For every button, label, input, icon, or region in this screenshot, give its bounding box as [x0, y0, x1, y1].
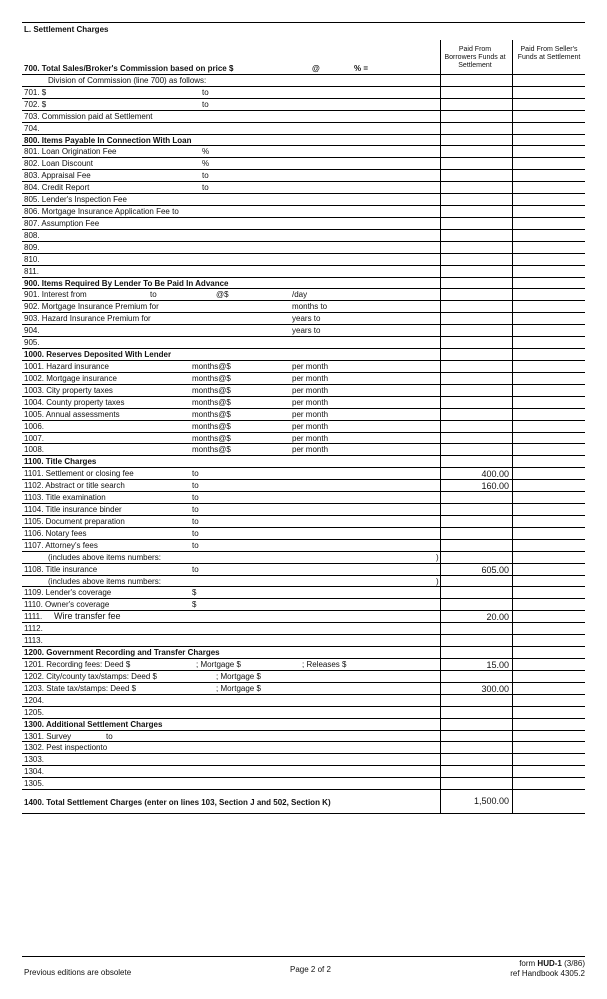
line-item-label: 901. Interest from — [24, 290, 87, 300]
line-item-row — [22, 182, 585, 194]
line-item-row — [22, 611, 585, 623]
line-item-field-label: $ — [192, 600, 197, 610]
line-item-field-label: per month — [292, 385, 329, 395]
line-item-row — [22, 337, 585, 349]
borrower-amount: 400.00 — [481, 469, 509, 480]
line-item-label: 1111. — [24, 612, 43, 622]
line-item-field-label: months to — [292, 302, 328, 312]
line-item-label: 810. — [24, 254, 40, 264]
line-item-field-label: months@$ — [192, 373, 231, 383]
line-item-label: 1006. — [24, 421, 45, 431]
line-item-row — [22, 623, 585, 635]
line-item-field-label: ) — [436, 576, 439, 586]
line-item-row — [22, 409, 585, 421]
line-item-label: 902. Mortgage Insurance Premium for — [24, 302, 159, 312]
line-item-row — [22, 433, 585, 445]
line-item-label: 1105. Document preparation — [24, 516, 125, 526]
line-item-label: 1203. State tax/stamps: Deed $ — [24, 683, 137, 693]
line-item-label: 804. Credit Report — [24, 183, 90, 193]
seller-column-header: Paid From Seller's Funds at Settlement — [517, 46, 581, 61]
line-item-row — [22, 742, 585, 754]
line-item-row — [22, 111, 585, 123]
line-item-label: 801. Loan Origination Fee — [24, 147, 117, 157]
line-item-field-label: to — [106, 731, 113, 741]
line-item-field-label: per month — [292, 409, 329, 419]
total-label: 1400. Total Settlement Charges (enter on lines 103, Section J and 502, Section K) — [24, 798, 331, 808]
line-item-field-label: per month — [292, 397, 329, 407]
line-item-field-label: months@$ — [192, 397, 231, 407]
line-item-field-label: to — [202, 99, 209, 109]
line-item-row — [22, 576, 585, 588]
line-item-field-label: per month — [292, 421, 329, 431]
top-rule — [22, 22, 585, 23]
line-item-field-label: years to — [292, 314, 321, 324]
line-item-field-label: to — [202, 183, 209, 193]
line-item-row — [22, 480, 585, 492]
line-item-label: 1303. — [24, 755, 45, 765]
line-item-field-label: @ — [312, 64, 320, 73]
line-item-label: 803. Appraisal Fee — [24, 171, 91, 181]
borrower-amount: 160.00 — [481, 481, 509, 492]
line-item-label: 1300. Additional Settlement Charges — [24, 719, 163, 729]
footer-page-number: Page 2 of 2 — [290, 965, 331, 974]
line-item-label: 1000. Reserves Deposited With Lender — [24, 350, 172, 360]
section-title-row — [22, 278, 585, 290]
line-item-field-label: to — [192, 564, 199, 574]
line-item-field-label: per month — [292, 445, 329, 455]
line-item-label: 703. Commission paid at Settlement — [24, 111, 153, 121]
line-item-row — [22, 599, 585, 611]
line-item-row — [22, 468, 585, 480]
line-item-field-label: to — [192, 516, 199, 526]
line-item-row — [22, 659, 585, 671]
line-item-label: 1001. Hazard insurance — [24, 362, 109, 371]
line-item-label: 1008. — [24, 445, 45, 455]
section-title-row — [22, 647, 585, 659]
borrower-amount: 20.00 — [486, 612, 509, 623]
line-item-row — [22, 683, 585, 695]
line-item-row — [22, 421, 585, 433]
line-item-row — [22, 242, 585, 254]
line-item-row — [22, 564, 585, 576]
line-item-field-label: Wire transfer fee — [54, 611, 121, 622]
line-item-label: 701. $ — [24, 87, 47, 97]
line-item-label: 1002. Mortgage insurance — [24, 373, 117, 383]
line-item-label: 900. Items Required By Lender To Be Paid In Advance — [24, 278, 229, 288]
line-item-field-label: to — [202, 87, 209, 97]
section-title-row — [22, 456, 585, 468]
line-item-field-label: ; Mortgage $ — [216, 683, 261, 693]
line-item-row — [22, 587, 585, 599]
line-item-field-label: months@$ — [192, 445, 231, 455]
line-item-field-label: to — [192, 505, 199, 515]
line-item-field-label: ; Mortgage $ — [216, 671, 261, 681]
line-item-field-label: months@$ — [192, 385, 231, 395]
line-item-label: 808. — [24, 230, 40, 240]
line-item-field-label: per month — [292, 433, 329, 443]
total-row — [22, 792, 585, 814]
line-item-field-label: ; Releases $ — [302, 660, 347, 669]
line-item-label: 800. Items Payable In Connection With Loan — [24, 135, 192, 145]
line-item-label: 905. — [24, 338, 40, 348]
line-item-label: Division of Commission (line 700) as follows: — [48, 75, 207, 85]
line-item-label: 700. Total Sales/Broker's Commission based on price $ — [24, 64, 234, 73]
footer-handbook-ref: ref Handbook 4305.2 — [510, 969, 585, 978]
line-item-row — [22, 504, 585, 516]
line-item-row — [22, 635, 585, 647]
footer-form-id: form HUD-1 (3/86) — [519, 959, 585, 968]
line-item-field-label: months@$ — [192, 362, 231, 371]
line-item-row — [22, 254, 585, 266]
line-item-label: 1109. Lender's coverage — [24, 588, 112, 598]
line-item-label: 1103. Title examination — [24, 493, 106, 503]
line-item-field-label: months@$ — [192, 433, 231, 443]
line-item-row — [22, 301, 585, 313]
line-item-label: 1301. Survey — [24, 731, 72, 741]
borrower-amount: 300.00 — [481, 683, 509, 694]
line-item-label: 1107. Attorney's fees — [24, 540, 98, 550]
line-item-label: 704. — [24, 123, 40, 133]
line-item-row — [22, 87, 585, 99]
line-item-label: 904. — [24, 326, 40, 336]
line-item-label: 1004. County property taxes — [24, 397, 125, 407]
line-item-row — [22, 373, 585, 385]
line-item-label: 1202. City/county tax/stamps: Deed $ — [24, 671, 157, 681]
line-item-row — [22, 695, 585, 707]
line-item-field-label: /day — [292, 290, 308, 300]
borrower-column-divider — [440, 40, 441, 814]
line-item-row — [22, 731, 585, 743]
line-item-row — [22, 218, 585, 230]
line-item-field-label: % — [202, 159, 210, 169]
section-header-row — [22, 24, 585, 36]
line-item-row — [22, 552, 585, 564]
line-item-field-label: years to — [292, 326, 321, 336]
line-item-label: 1201. Recording fees: Deed $ — [24, 660, 131, 669]
borrower-amount: 605.00 — [481, 564, 509, 575]
line-item-row — [22, 492, 585, 504]
line-item-label: 1110. Owner's coverage — [24, 600, 110, 610]
line-item-row — [22, 540, 585, 552]
line-item-label: 1200. Government Recording and Transfer Charges — [24, 648, 220, 658]
line-item-row — [22, 313, 585, 325]
line-item-field-label: per month — [292, 373, 329, 383]
line-item-row — [22, 123, 585, 135]
line-item-field-label: % = — [354, 64, 369, 73]
section-title-row — [22, 349, 585, 361]
line-item-label: 1106. Notary fees — [24, 528, 87, 538]
line-item-row — [22, 361, 585, 373]
line-item-row — [22, 289, 585, 301]
line-item-field-label: to — [192, 469, 199, 479]
line-item-field-label: @$ — [216, 290, 229, 300]
line-item-field-label: to — [192, 493, 199, 503]
line-item-label: 1005. Annual assessments — [24, 409, 120, 419]
line-item-row — [22, 266, 585, 278]
line-item-label: 802. Loan Discount — [24, 159, 93, 169]
line-item-row — [22, 766, 585, 778]
line-item-label: 1302. Pest inspectionto — [24, 743, 108, 753]
line-item-label: 702. $ — [24, 99, 47, 109]
line-item-row — [22, 158, 585, 170]
line-item-field-label: per month — [292, 362, 329, 371]
line-item-row — [22, 397, 585, 409]
footer-obsolete-note: Previous editions are obsolete — [24, 968, 132, 977]
line-item-field-label: to — [192, 540, 199, 550]
line-item-label: 903. Hazard Insurance Premium for — [24, 314, 151, 324]
line-item-field-label: months@$ — [192, 409, 231, 419]
line-item-row — [22, 528, 585, 540]
line-item-label: 1102. Abstract or title search — [24, 481, 125, 491]
line-item-row — [22, 230, 585, 242]
line-item-row — [22, 75, 585, 87]
borrower-column-header: Paid From Borrowers Funds at Settlement — [444, 46, 506, 69]
line-item-label: 1204. — [24, 695, 45, 705]
line-item-row — [22, 707, 585, 719]
line-item-field-label: ; Mortgage $ — [196, 660, 241, 669]
borrower-amount: 15.00 — [486, 660, 509, 670]
line-item-label: 805. Lender's Inspection Fee — [24, 195, 127, 205]
line-item-field-label: to — [192, 481, 199, 491]
line-item-field-label: months@$ — [192, 421, 231, 431]
line-item-field-label: to — [202, 171, 209, 181]
line-item-label: 1108. Title insurance — [24, 564, 98, 574]
line-item-label: 1101. Settlement or closing fee — [24, 469, 134, 479]
line-item-label: 806. Mortgage Insurance Application Fee to — [24, 207, 179, 217]
line-item-field-label: % — [202, 147, 210, 157]
line-item-row — [22, 325, 585, 337]
line-item-row — [22, 170, 585, 182]
line-item-row — [22, 754, 585, 766]
line-item-field-label: to — [192, 528, 199, 538]
line-item-row — [22, 516, 585, 528]
line-item-label: (includes above items numbers: — [48, 552, 161, 562]
line-item-label: 1305. — [24, 779, 45, 789]
line-item-label: 1113. — [24, 636, 43, 646]
line-item-label: 1205. — [24, 707, 45, 717]
footer-rule — [22, 956, 585, 957]
seller-column-divider — [512, 40, 513, 814]
line-item-label: 1112. — [24, 624, 43, 634]
total-borrower-amount: 1,500.00 — [473, 796, 509, 807]
section-title-row — [22, 719, 585, 731]
line-item-label: 1003. City property taxes — [24, 385, 113, 395]
line-item-label: 1100. Title Charges — [24, 457, 97, 467]
line-item-row — [22, 671, 585, 683]
line-item-label: 1104. Title insurance binder — [24, 505, 122, 515]
line-item-row — [22, 444, 585, 456]
line-item-row — [22, 385, 585, 397]
line-item-label: (includes above items numbers: — [48, 576, 161, 586]
line-item-row — [22, 99, 585, 111]
line-item-label: 811. — [24, 266, 39, 276]
line-item-label: 807. Assumption Fee — [24, 218, 100, 228]
line-item-row — [22, 194, 585, 206]
section-title-row — [22, 135, 585, 147]
line-item-label: 809. — [24, 242, 40, 252]
line-item-field-label: to — [150, 290, 157, 300]
line-item-row — [22, 778, 585, 790]
line-item-label: 1304. — [24, 767, 45, 777]
line-item-label: 1007. — [24, 433, 45, 443]
line-item-field-label: ) — [436, 552, 439, 562]
line-item-row — [22, 206, 585, 218]
section-title: L. Settlement Charges — [24, 25, 109, 34]
line-item-row — [22, 146, 585, 158]
line-item-field-label: $ — [192, 588, 197, 598]
